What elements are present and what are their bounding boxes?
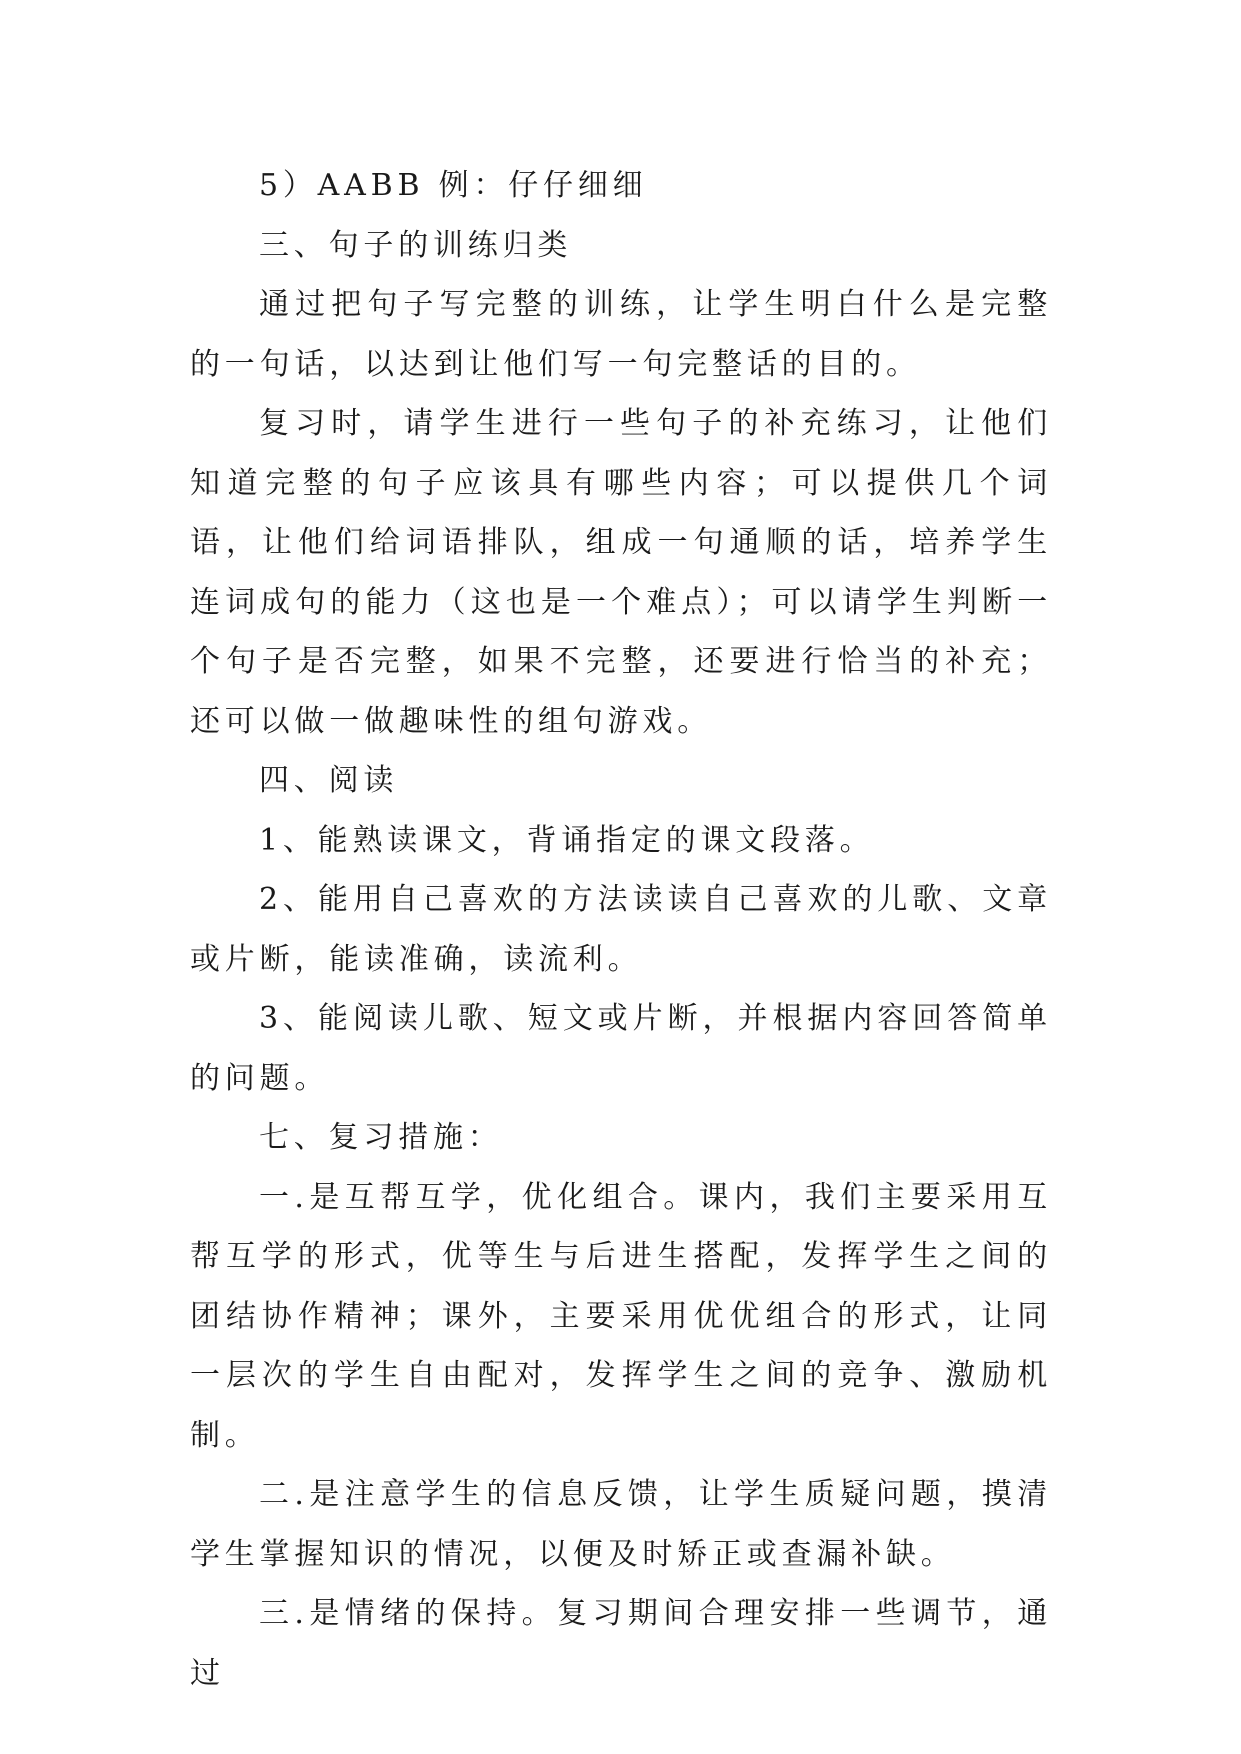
paragraph-measure-3: 三.是情绪的保持。复习期间合理安排一些调节，通过 [190,1596,1052,1691]
document-body [190,156,1052,1703]
heading-sentence-training: 三、句子的训练归类 [259,227,573,263]
paragraph-reading-3: 3、能阅读儿歌、短文或片断，并根据内容回答简单的问题。 [190,1001,1052,1096]
heading-review-measures: 七、复习措施： [259,1120,503,1155]
paragraph-measure-1: 一.是互帮互学，优化组合。课内，我们主要采用互帮互学的形式，优等生与后进生搭配，发挥学生之间的团结协作精神；课外，主要采用优优组合的形式，让同一层次的学生自由配对，发挥学生之间的竞争、激励机制。 [190,1179,1052,1453]
paragraph-review-exercises: 复习时，请学生进行一些句子的补充练习，让他们知道完整的句子应该具有哪些内容；可以提供几个词语，让他们给词语排队，组成一句通顺的话，培养学生连词成句的能力（这也是一个难点）；可以请学生判断一个句子是否完整，如果不完整，还要进行恰当的补充；还可以做一做趣味性的组句游戏。 [190,406,1052,739]
paragraph-sentence-complete: 通过把句子写完整的训练，让学生明白什么是完整的一句话，以达到让他们写一句完整话的目的。 [190,287,1052,382]
paragraph-example-aabb: 5）AABB 例：仔仔细细 [259,168,648,203]
paragraph-reading-1: 1、能熟读课文，背诵指定的课文段落。 [259,822,875,858]
heading-reading: 四、阅读 [259,763,399,798]
paragraph-reading-2: 2、能用自己喜欢的方法读读自己喜欢的儿歌、文章或片断，能读准确，读流利。 [190,882,1052,977]
paragraph-measure-2: 二.是注意学生的信息反馈，让学生质疑问题，摸清学生掌握知识的情况，以便及时矫正或查漏补缺。 [190,1477,1052,1572]
